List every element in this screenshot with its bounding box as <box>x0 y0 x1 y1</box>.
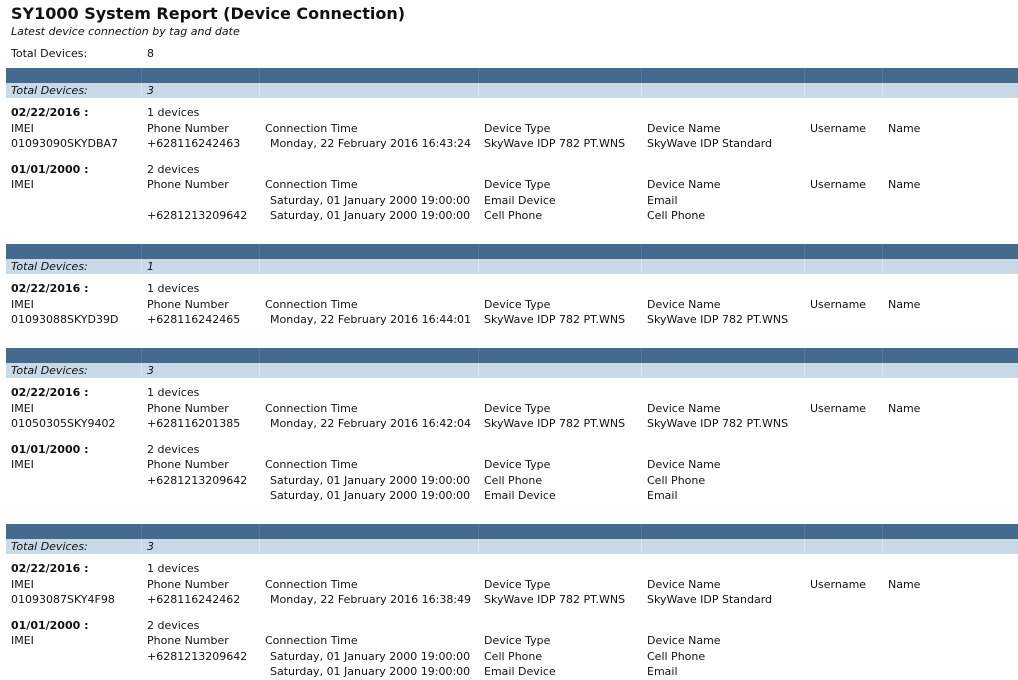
bar-divider <box>882 524 883 539</box>
col-header-imei: IMEI <box>11 178 34 191</box>
bar-divider <box>259 244 260 259</box>
total-devices-label: Total Devices: <box>11 47 88 60</box>
cell-connection-time: Saturday, 01 January 2000 19:00:00 <box>270 209 471 222</box>
col-header-phone: Phone Number <box>147 297 229 311</box>
col-header-username: Username <box>810 297 867 311</box>
bar-divider <box>259 348 260 363</box>
col-header-device-type: Device Type <box>484 634 551 647</box>
col-header-phone: Phone Number <box>147 178 229 191</box>
group-total-label: Total Devices: <box>11 84 88 97</box>
col-header-imei: IMEI <box>11 634 34 647</box>
bar-divider <box>641 363 642 378</box>
col-header-imei: IMEI <box>11 577 34 591</box>
cell-connection-time: Monday, 22 February 2016 16:44:01 <box>270 313 472 326</box>
col-header-connection-time: Connection Time <box>265 458 358 471</box>
device-count: 1 devices <box>147 106 200 119</box>
cell-device-name: Cell Phone <box>647 649 706 663</box>
cell-phone-number: +628116201385 <box>147 417 241 430</box>
cell-connection-time: Saturday, 01 January 2000 19:00:00 <box>270 489 471 502</box>
total-devices-value: 8 <box>147 47 154 60</box>
col-header-device-type: Device Type <box>484 121 551 135</box>
device-count: 1 devices <box>147 562 200 575</box>
bar-divider <box>141 524 142 539</box>
group-total-label: Total Devices: <box>11 364 88 377</box>
cell-connection-time: Saturday, 01 January 2000 19:00:00 <box>270 649 471 663</box>
bar-divider <box>882 363 883 378</box>
col-header-device-type: Device Type <box>484 458 551 471</box>
col-header-name: Name <box>888 121 921 135</box>
date-heading: 01/01/2000 : <box>11 162 89 176</box>
cell-imei: 01093087SKY4F98 <box>11 593 115 606</box>
col-header-imei: IMEI <box>11 121 34 135</box>
cell-connection-time: Monday, 22 February 2016 16:38:49 <box>270 593 472 606</box>
device-count: 2 devices <box>147 162 200 176</box>
cell-phone-number: +6281213209642 <box>147 649 248 663</box>
bar-divider <box>804 539 805 554</box>
col-header-device-name: Device Name <box>647 121 721 135</box>
bar-divider <box>141 259 142 274</box>
bar-divider <box>259 83 260 98</box>
cell-device-type: SkyWave IDP 782 PT.WNS <box>484 593 626 606</box>
cell-connection-time: Saturday, 01 January 2000 19:00:00 <box>270 193 471 207</box>
date-heading: 02/22/2016 : <box>11 282 89 295</box>
col-header-device-name: Device Name <box>647 178 721 191</box>
bar-divider <box>804 363 805 378</box>
date-heading: 01/01/2000 : <box>11 618 89 632</box>
bar-divider <box>641 259 642 274</box>
bar-divider <box>641 539 642 554</box>
cell-device-name: Email <box>647 193 678 207</box>
bar-divider <box>882 244 883 259</box>
col-header-username: Username <box>810 577 867 591</box>
col-header-name: Name <box>888 577 921 591</box>
bar-divider <box>804 244 805 259</box>
bar-divider <box>804 68 805 83</box>
bar-divider <box>804 259 805 274</box>
cell-imei: 01050305SKY9402 <box>11 417 116 430</box>
bar-divider <box>804 83 805 98</box>
col-header-name: Name <box>888 401 921 415</box>
cell-device-name: Cell Phone <box>647 209 706 222</box>
bar-divider <box>141 68 142 83</box>
col-header-device-name: Device Name <box>647 634 721 647</box>
bar-divider <box>259 363 260 378</box>
bar-divider <box>478 244 479 259</box>
col-header-device-name: Device Name <box>647 401 721 415</box>
bar-divider <box>641 83 642 98</box>
bar-divider <box>882 348 883 363</box>
cell-phone-number: +628116242463 <box>147 137 241 150</box>
col-header-connection-time: Connection Time <box>265 401 358 415</box>
col-header-device-type: Device Type <box>484 577 551 591</box>
cell-imei: 01093090SKYDBA7 <box>11 137 119 150</box>
report-subtitle: Latest device connection by tag and date <box>11 25 240 38</box>
group-total-value: 3 <box>147 364 154 377</box>
bar-divider <box>141 363 142 378</box>
group-total-bar <box>6 363 1018 378</box>
group-total-bar <box>6 539 1018 554</box>
bar-divider <box>478 524 479 539</box>
bar-divider <box>141 348 142 363</box>
bar-divider <box>478 83 479 98</box>
bar-divider <box>882 259 883 274</box>
date-heading: 02/22/2016 : <box>11 386 89 399</box>
group-header-bar <box>6 68 1018 83</box>
col-header-phone: Phone Number <box>147 634 229 647</box>
group-header-bar <box>6 244 1018 259</box>
cell-device-name: SkyWave IDP 782 PT.WNS <box>647 417 789 430</box>
cell-phone-number: +628116242462 <box>147 593 241 606</box>
col-header-device-name: Device Name <box>647 458 721 471</box>
col-header-phone: Phone Number <box>147 401 229 415</box>
bar-divider <box>641 68 642 83</box>
col-header-username: Username <box>810 401 867 415</box>
col-header-phone: Phone Number <box>147 121 229 135</box>
bar-divider <box>478 363 479 378</box>
bar-divider <box>141 244 142 259</box>
group-total-bar <box>6 83 1018 98</box>
cell-device-name: SkyWave IDP Standard <box>647 593 773 606</box>
col-header-name: Name <box>888 178 921 191</box>
cell-device-name: SkyWave IDP 782 PT.WNS <box>647 313 789 326</box>
cell-device-type: Email Device <box>484 489 556 502</box>
bar-divider <box>641 244 642 259</box>
col-header-name: Name <box>888 297 921 311</box>
group-total-label: Total Devices: <box>11 540 88 553</box>
date-heading: 02/22/2016 : <box>11 106 89 119</box>
group-total-bar <box>6 259 1018 274</box>
bar-divider <box>259 524 260 539</box>
cell-connection-time: Saturday, 01 January 2000 19:00:00 <box>270 665 471 678</box>
col-header-connection-time: Connection Time <box>265 577 358 591</box>
cell-device-type: SkyWave IDP 782 PT.WNS <box>484 417 626 430</box>
bar-divider <box>259 259 260 274</box>
col-header-username: Username <box>810 178 867 191</box>
report-title: SY1000 System Report (Device Connection) <box>11 4 406 23</box>
device-count: 2 devices <box>147 442 200 456</box>
col-header-device-type: Device Type <box>484 178 551 191</box>
col-header-imei: IMEI <box>11 401 34 415</box>
bar-divider <box>478 68 479 83</box>
cell-imei: 01093088SKYD39D <box>11 313 119 326</box>
col-header-phone: Phone Number <box>147 458 229 471</box>
device-count: 1 devices <box>147 282 200 295</box>
bar-divider <box>141 539 142 554</box>
col-header-imei: IMEI <box>11 297 34 311</box>
col-header-connection-time: Connection Time <box>265 121 358 135</box>
bar-divider <box>478 348 479 363</box>
col-header-device-type: Device Type <box>484 297 551 311</box>
cell-device-type: Cell Phone <box>484 473 543 487</box>
col-header-device-type: Device Type <box>484 401 551 415</box>
bar-divider <box>882 539 883 554</box>
group-total-value: 3 <box>147 540 154 553</box>
bar-divider <box>259 68 260 83</box>
group-total-value: 3 <box>147 84 154 97</box>
cell-device-type: Cell Phone <box>484 649 543 663</box>
cell-device-name: Email <box>647 489 678 502</box>
cell-device-name: Email <box>647 665 678 678</box>
group-total-value: 1 <box>147 260 154 273</box>
cell-connection-time: Monday, 22 February 2016 16:43:24 <box>270 137 472 150</box>
cell-device-name: SkyWave IDP Standard <box>647 137 773 150</box>
cell-device-type: SkyWave IDP 782 PT.WNS <box>484 313 626 326</box>
bar-divider <box>478 539 479 554</box>
cell-device-name: Cell Phone <box>647 473 706 487</box>
bar-divider <box>259 539 260 554</box>
cell-connection-time: Monday, 22 February 2016 16:42:04 <box>270 417 472 430</box>
col-header-username: Username <box>810 121 867 135</box>
cell-connection-time: Saturday, 01 January 2000 19:00:00 <box>270 473 471 487</box>
col-header-connection-time: Connection Time <box>265 297 358 311</box>
bar-divider <box>478 259 479 274</box>
date-heading: 02/22/2016 : <box>11 562 89 575</box>
bar-divider <box>882 68 883 83</box>
cell-device-type: Email Device <box>484 665 556 678</box>
cell-device-type: SkyWave IDP 782 PT.WNS <box>484 137 626 150</box>
cell-device-type: Cell Phone <box>484 209 543 222</box>
group-header-bar <box>6 524 1018 539</box>
bar-divider <box>882 83 883 98</box>
bar-divider <box>804 524 805 539</box>
col-header-device-name: Device Name <box>647 297 721 311</box>
bar-divider <box>641 524 642 539</box>
col-header-connection-time: Connection Time <box>265 634 358 647</box>
group-header-bar <box>6 348 1018 363</box>
col-header-phone: Phone Number <box>147 577 229 591</box>
col-header-device-name: Device Name <box>647 577 721 591</box>
group-total-label: Total Devices: <box>11 260 88 273</box>
col-header-connection-time: Connection Time <box>265 178 358 191</box>
cell-device-type: Email Device <box>484 193 556 207</box>
cell-phone-number: +628116242465 <box>147 313 241 326</box>
date-heading: 01/01/2000 : <box>11 442 89 456</box>
cell-phone-number: +6281213209642 <box>147 209 248 222</box>
bar-divider <box>141 83 142 98</box>
device-count: 1 devices <box>147 386 200 399</box>
bar-divider <box>641 348 642 363</box>
col-header-imei: IMEI <box>11 458 34 471</box>
device-count: 2 devices <box>147 618 200 632</box>
bar-divider <box>804 348 805 363</box>
cell-phone-number: +6281213209642 <box>147 473 248 487</box>
